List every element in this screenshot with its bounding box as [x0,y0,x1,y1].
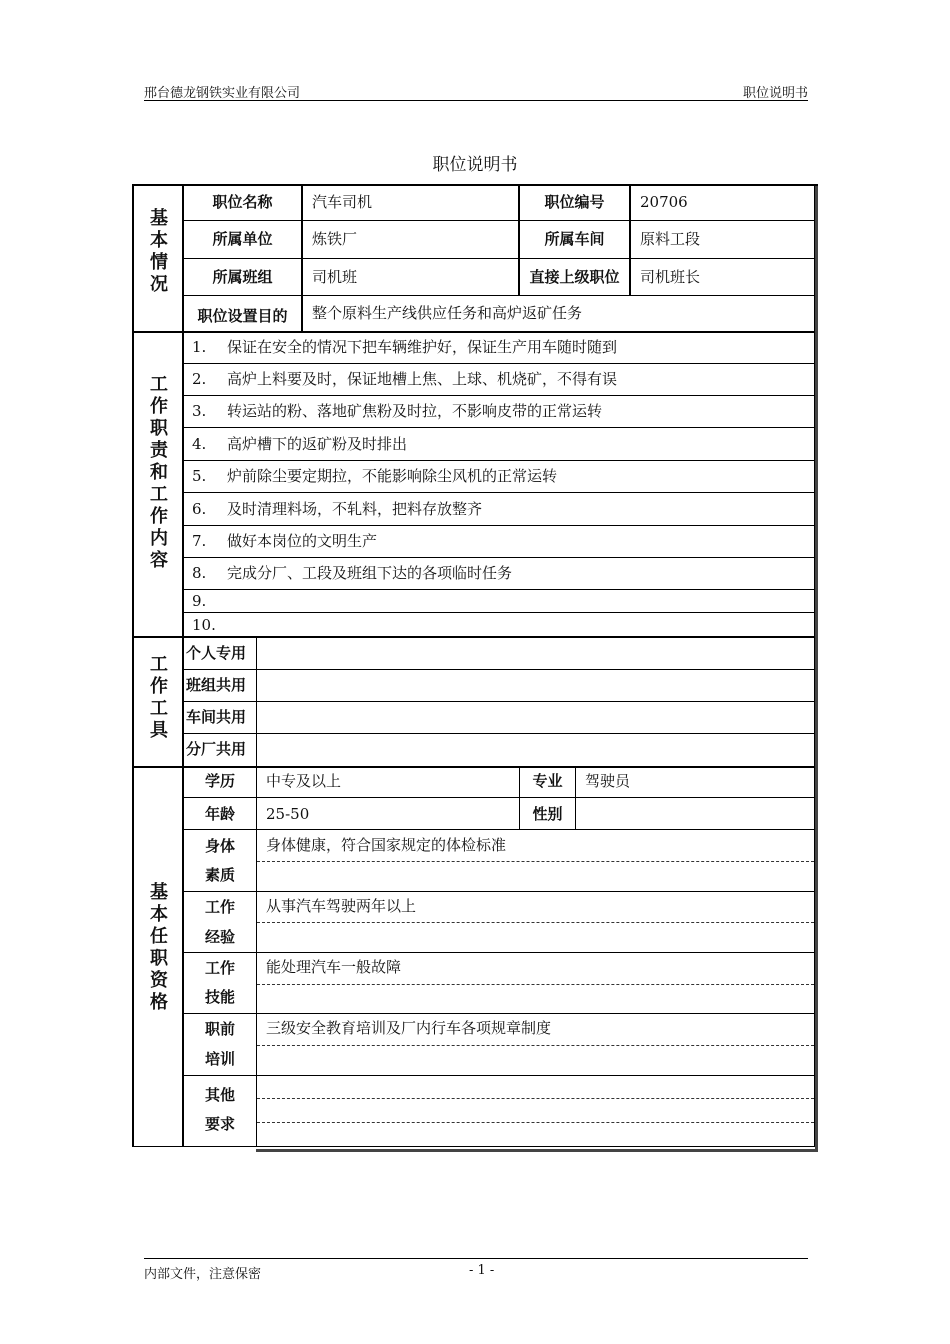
workshop-value: 原料工段 [640,230,701,248]
duty-text: 转运站的粉、落地矿焦粉及时拉，不影响皮带的正常运转 [227,402,603,420]
basic-col-line [301,184,303,332]
duty-line [183,492,815,493]
sep-tools [132,766,815,768]
education-label: 学历 [204,772,235,790]
position-no-label: 职位编号 [544,193,605,211]
tool-line [183,669,815,670]
sep-basic [132,331,815,333]
qual-line [183,1075,815,1076]
duty-text: 及时清理料场，不轧料，把料存放整齐 [227,500,483,518]
frame-shadow-bottom [256,1149,818,1152]
qual-label: 工作 [204,959,235,977]
section-tools: 工作工具 [147,654,168,742]
experience-value: 从事汽车驾驶两年以上 [266,897,417,915]
team-value: 司机班 [312,268,358,286]
unit-value: 炼铁厂 [312,230,358,248]
basic-row-line [183,295,815,296]
duty-text: 高炉上料要及时，保证地槽上焦、上球、机烧矿，不得有误 [227,370,618,388]
basic-col-line [629,184,631,295]
tool-line [183,701,815,702]
frame-bottom [132,1146,815,1147]
duty-num: 2. [192,370,207,388]
duty-line [183,395,815,396]
header-doc-type: 职位说明书 [742,86,808,101]
workshop-label: 所属车间 [544,230,605,248]
frame-shadow-right [815,186,818,1152]
section-qualifications: 基本任职资格 [147,882,168,1014]
section-duties: 工作职责和工作内容 [147,374,168,572]
page-number: - 1 - [469,1263,495,1278]
duty-line [183,557,815,558]
duty-num: 4. [192,435,207,453]
qual-label: 技能 [204,988,235,1006]
qual-line [183,829,815,830]
age-value: 25-50 [266,805,310,823]
superior-value: 司机班长 [640,268,701,286]
qual-label: 工作 [204,898,235,916]
tool-label-personal: 个人专用 [186,644,247,662]
duty-num: 7. [192,532,207,550]
qual-line [183,1013,815,1014]
duty-num: 8. [192,564,207,582]
qual-line [183,797,815,798]
physical-requirement-value: 身体健康，符合国家规定的体检标准 [266,836,507,854]
basic-row-line [183,258,815,259]
tool-line [183,733,815,734]
qual-label: 身体 [204,837,235,855]
page-footer [144,1258,808,1282]
duty-num: 10. [192,616,216,634]
qual-label: 职前 [204,1020,235,1038]
training-value: 三级安全教育培训及厂内行车各项规章制度 [266,1019,552,1037]
duty-line [183,525,815,526]
unit-label: 所属单位 [212,230,273,248]
dashed-rule [257,1098,814,1099]
position-name-value: 汽车司机 [312,193,373,211]
duty-text: 保证在安全的情况下把车辆维护好，保证生产用车随时随到 [227,338,618,356]
tool-label-workshop: 车间共用 [186,708,247,726]
qual-col-line [575,767,576,829]
duty-text: 做好本岗位的文明生产 [227,532,378,550]
tool-label-plant: 分厂共用 [186,740,247,758]
team-label: 所属班组 [212,268,273,286]
duty-num: 9. [192,592,207,610]
gender-label: 性别 [532,805,563,823]
dashed-rule [257,922,814,923]
duty-num: 5. [192,467,207,485]
qual-label: 其他 [204,1086,235,1104]
duty-line [183,612,815,613]
dashed-rule [257,861,814,862]
duty-text: 完成分厂、工段及班组下达的各项临时任务 [227,564,513,582]
duty-line [183,363,815,364]
duty-num: 6. [192,500,207,518]
qual-label: 素质 [204,866,235,884]
position-no-value: 20706 [640,193,688,211]
position-name-label: 职位名称 [212,193,273,211]
qual-label: 培训 [204,1050,235,1068]
basic-row-line [183,220,815,221]
page-title: 职位说明书 [432,155,518,175]
duty-text: 高炉槽下的返矿粉及时排出 [227,435,408,453]
purpose-value: 整个原料生产线供应任务和高炉返矿任务 [312,304,583,322]
dashed-rule [257,1122,814,1123]
major-value: 驾驶员 [585,772,631,790]
qual-line [183,952,815,953]
superior-label: 直接上级职位 [529,268,620,286]
duty-line [183,460,815,461]
major-label: 专业 [532,772,563,790]
tool-label-team: 班组共用 [186,676,247,694]
age-label: 年龄 [204,805,235,823]
sep-duties [132,636,815,638]
frame-left [132,184,134,1146]
duty-num: 3. [192,402,207,420]
purpose-label: 职位设置目的 [197,307,288,325]
duty-text: 炉前除尘要定期拉，不能影响除尘风机的正常运转 [227,467,558,485]
qual-label: 经验 [204,928,235,946]
education-value: 中专及以上 [266,772,342,790]
frame-top [132,184,818,186]
qual-label: 要求 [204,1115,235,1133]
duty-line [183,427,815,428]
qual-line [183,891,815,892]
dashed-rule [257,984,814,985]
section-basic-info: 基本情况 [147,208,168,296]
skills-value: 能处理汽车一般故障 [266,958,402,976]
duty-line [183,589,815,590]
dashed-rule [257,1045,814,1046]
confidential-note: 内部文件，注意保密 [144,1267,262,1282]
duty-num: 1. [192,338,207,356]
company-name: 邢台德龙钢铁实业有限公司 [144,86,301,101]
